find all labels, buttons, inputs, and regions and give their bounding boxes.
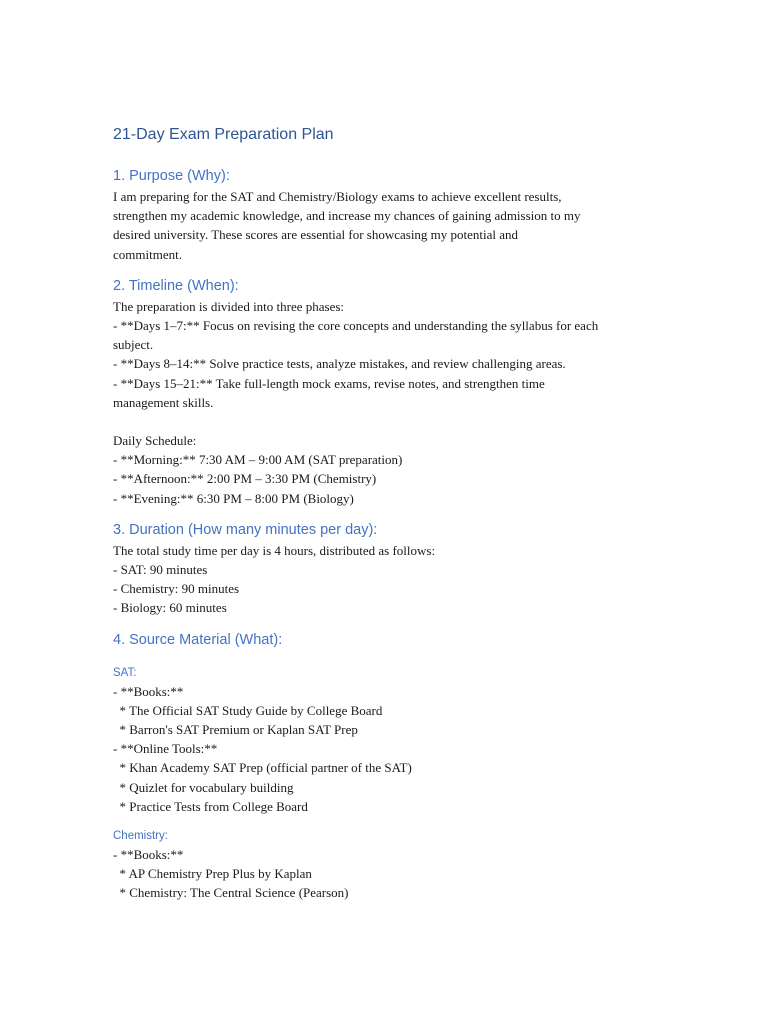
sat-material-line: * Barron's SAT Premium or Kaplan SAT Prep: [113, 721, 358, 737]
chemistry-subheading: Chemistry:: [113, 829, 168, 842]
duration-line: - SAT: 90 minutes: [113, 562, 208, 577]
duration-heading: 3. Duration (How many minutes per day):: [113, 521, 378, 538]
document-page: [113, 124, 673, 902]
sat-subheading: SAT:: [113, 666, 137, 679]
timeline-line: - **Days 8–14:** Solve practice tests, analyze mistakes, and review challenging areas.: [113, 356, 566, 372]
chemistry-materials: [113, 845, 673, 903]
purpose-line: desired university. These scores are essential for showcasing my potential and: [113, 227, 519, 243]
timeline-line: - **Days 1–7:** Focus on revising the core concepts and understanding the syllabus for each: [113, 317, 599, 333]
sat-material-line: * The Official SAT Study Guide by College Board: [113, 702, 383, 718]
timeline-heading: 2. Timeline (When):: [113, 277, 239, 294]
purpose-line: strengthen my academic knowledge, and increase my chances of gaining admission to my: [113, 208, 581, 224]
sat-material-line: * Khan Academy SAT Prep (official partner of the SAT): [113, 760, 412, 776]
timeline-line: management skills.: [113, 394, 214, 410]
timeline-line: - **Days 15–21:** Take full-length mock exams, revise notes, and strengthen time: [113, 375, 545, 391]
chemistry-material-line: - **Books:**: [113, 846, 184, 862]
document-title: 21-Day Exam Preparation Plan: [113, 126, 334, 143]
purpose-paragraph: [113, 187, 673, 264]
schedule-item: - **Evening:** 6:30 PM – 8:00 PM (Biology): [113, 490, 354, 506]
sat-materials: [113, 682, 673, 816]
daily-schedule-label: Daily Schedule:: [113, 433, 197, 449]
schedule-item: - **Afternoon:** 2:00 PM – 3:30 PM (Chemistry): [113, 471, 377, 487]
duration-line: The total study time per day is 4 hours, distributed as follows:: [113, 542, 436, 558]
schedule-item: - **Morning:** 7:30 AM – 9:00 AM (SAT preparation): [113, 452, 403, 468]
timeline-line: subject.: [113, 337, 154, 353]
duration-paragraph: [113, 541, 673, 618]
chemistry-material-line: * Chemistry: The Central Science (Pearson): [113, 885, 349, 901]
duration-line: - Biology: 60 minutes: [113, 600, 227, 616]
purpose-heading: 1. Purpose (Why):: [113, 168, 230, 184]
sat-material-line: - **Books:**: [113, 683, 184, 699]
sat-material-line: * Quizlet for vocabulary building: [113, 779, 294, 795]
purpose-line: commitment.: [113, 246, 182, 262]
source-heading: 4. Source Material (What):: [113, 631, 283, 648]
timeline-paragraph: [113, 297, 673, 508]
timeline-line: The preparation is divided into three phases:: [113, 298, 345, 314]
chemistry-material-line: * AP Chemistry Prep Plus by Kaplan: [113, 866, 312, 882]
duration-line: - Chemistry: 90 minutes: [113, 581, 240, 597]
purpose-line: I am preparing for the SAT and Chemistry/Biology exams to achieve excellent results,: [113, 189, 562, 204]
sat-material-line: - **Online Tools:**: [113, 741, 218, 757]
sat-material-line: * Practice Tests from College Board: [113, 798, 308, 814]
